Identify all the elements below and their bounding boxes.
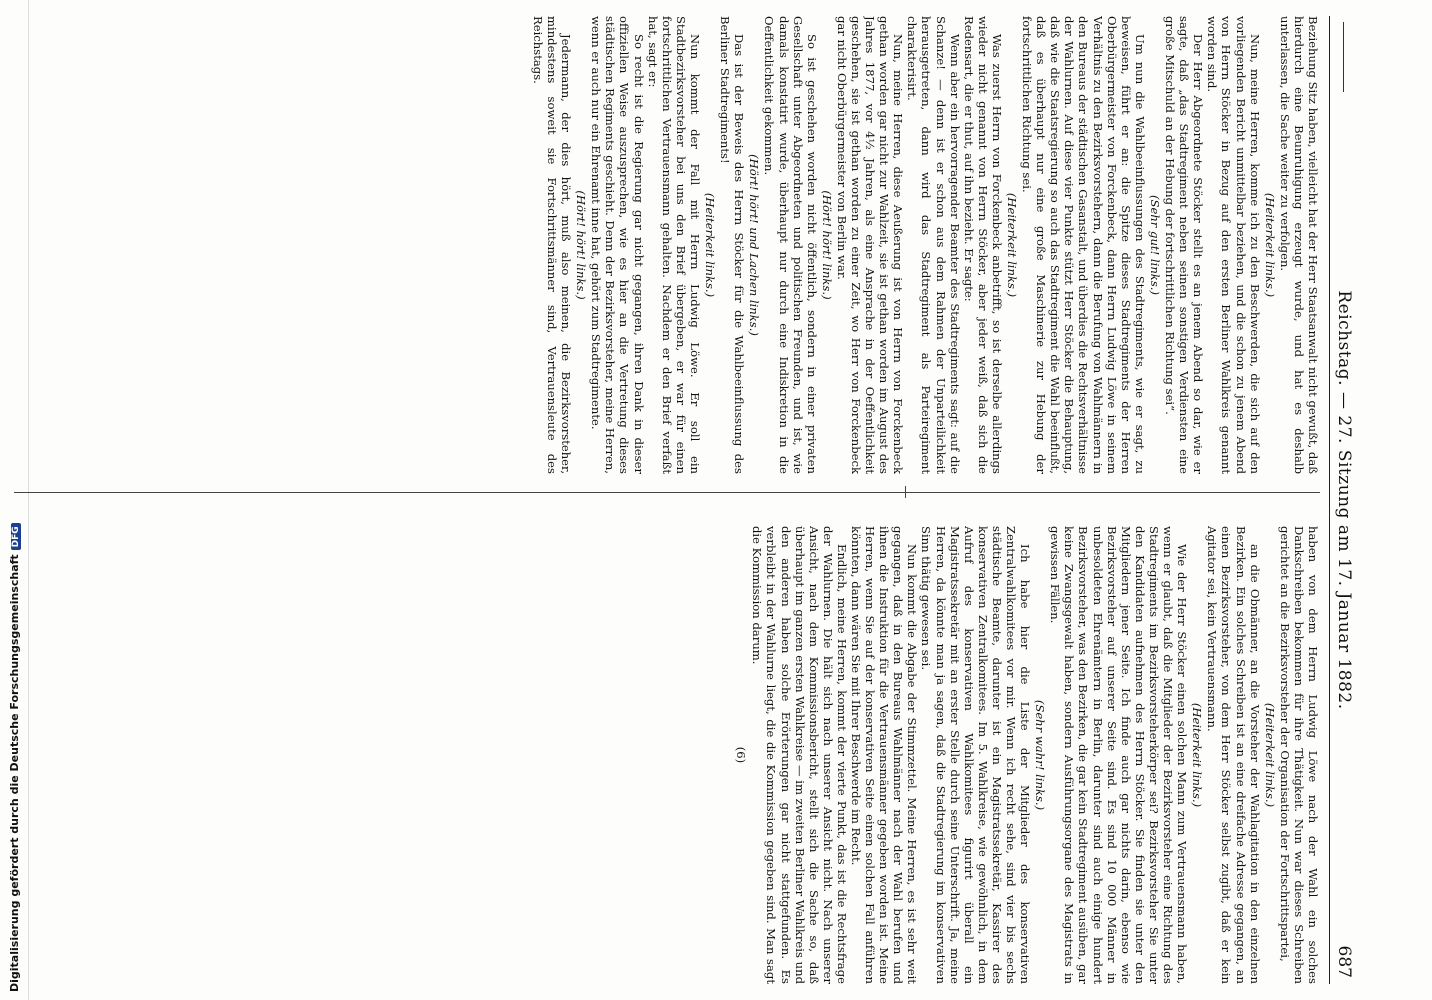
text-column-left — [14, 16, 1320, 474]
header-title: Reichstag. — 27. Sitzung am 17. Januar 1882. — [1334, 290, 1354, 710]
running-header — [1329, 16, 1356, 984]
paragraph: Jedermann, der dies hört, muß also meinen, die Bezirksvorsteher, mindestens soweit sie Fortschrittsmänner sind, Vertrauensleute des Reichstags. — [530, 16, 574, 474]
footer-text: Digitalisierung gefördert durch die Deutsche Forschungsgemeinschaft — [8, 554, 21, 992]
dfg-logo: DFG — [11, 523, 21, 550]
text-column-right — [14, 526, 1320, 984]
interjection: (Heiterkeit links.) — [1262, 192, 1277, 298]
paragraph: Wenn aber ein hervorragender Beamter des Stadtregiments sagt: auf die Schanze! — denn ist er schon aus dem Rahmen der Unparteilichkeit herausgetreten, dann wird das Stadtregiment als Parteiregiment charakterisirt. — [905, 16, 962, 474]
interjection: (Hört! hört! links.) — [574, 190, 589, 300]
paragraph: Nun kommt der Fall mit Herrn Ludwig Löwe. Er soll ein Stadtbezirksvorsteher bei uns den Brief übergeben, er war für einen fortschrittlichen Vertrauensmann gehalten. Nachdem er den Brief verfaßt hat, sagt er: — [645, 16, 702, 474]
paragraph: haben von dem Herrn Ludwig Löwe nach der Wahl ein solches Dankschreiben bekommen für ihre Thätigkeit. Nun war dieses Schreiben gerichtet an die Bezirksvorsteher der Organisation der Fortschrittspartei, — [1277, 526, 1320, 984]
paragraph: Der Herr Abgeordnete Stöcker stellt es an jenem Abend so dar, wie er sagte, daß „das Stadtregiment neben seinen sonstigen Verdiensten eine große Mitschuld an der Hebung der fortschrittlichen Richtung sei“. — [1163, 16, 1206, 474]
paragraph: So ist geschehen worden nicht öffentlich, sondern in einer privaten Gesellschaft unter Abgeordneten und politischen Freunden, und ist, wie damals konstatirt wurde, überhaupt nur durch eine Indiskretion in die Oeffentlichkeit gekommen. — [762, 16, 819, 474]
paragraph: Wie der Herr Stöcker einen solchen Mann zum Vertrauensmann haben, wenn er glaubt, daß die Mitglieder der Bezirksvorsteher eine Richtung des Stadtregiments im Bezirksvorsteherkörper sei? Bezirksvorsteher Sie unter den Kandidaten aufnehmen des Herrn Stöcker. Sie finden sie unter den Mitgliedern jener Seite. Ich finde auch gar nichts darin, ebenso wie Bezirksvorsteher auf unserer Seite sind. Es sind 10 000 Männer in unbesoldeten Ehrenämtern in Berlin, darunter sind auch einige hundert Bezirksvorsteher, was den Bezirken, die gar kein Stadtregiment ausüben, gar keine Zwangsgewalt haben, sondern Ausführungsorgane des Magistrats in gewissen Fällen. — [1048, 526, 1190, 984]
interjection: (Sehr wahr! links.) — [1033, 699, 1048, 811]
paragraph: Nun kommt die Abgabe der Stimmzettel. Meine Herren, es ist sehr weit gegangen, daß in den Bureaus Wahlmänner nach der Wahl berufen und ihnen die Instruktion für die Vertrauensmänner gegeben worden ist. Meine Herren, wenn Sie auf der konservativen Seite einen solchen Fall anführen könnten, dann wären Sie mit Ihrer Beschwerde im Recht. — [849, 526, 920, 984]
interjection: (Hört! hört! und Lachen links.) — [747, 154, 762, 336]
paragraph: Das ist der Beweis des Herrn Stöcker für die Wahlbeeinflussung des Berliner Stadtregiments! — [718, 16, 747, 474]
interjection: (Heiterkeit links.) — [1005, 192, 1020, 298]
column-divider — [14, 492, 1320, 493]
divider-mark — [905, 486, 906, 498]
paragraph: an die Obmänner, an die Vorsteher der Wahlagitation in den einzelnen Bezirken. Ein solches Schreiben ist an eine dreifache Adresse gegangen, an einen Bezirksvorsteher, von dem Herr Stöcker selbst zugibt, daß er kein Agitator sei, kein Vertrauensmann. — [1205, 526, 1262, 984]
interjection: (Heiterkeit links.) — [703, 192, 718, 298]
paragraph: Ich habe hier die Liste der Mitglieder des konservativen Zentralwahlkomitees vor mir. Wenn ich recht sehe, sind vier bis sechs städtische Beamte, darunter ist ein Magistratssekretär, Kassirer des konservativen Zentralkomitees. Im 5. Wahlkreise, wie gewöhnlich, in dem Aufruf des konservativen Wahlkomitees figurirt überall ein Magistratssekretär mit an erster Stelle durch seine Unterschrift. Ja, meine Herren, da könnte man ja sagen, daß die Stadtregierung im konservativen Sinn thätig gewesen sei. — [919, 526, 1033, 984]
interjection: (Sehr gut! links.) — [1147, 195, 1162, 295]
paragraph: Was zuerst Herrn von Forckenbeck anbetrifft, so ist derselbe allerdings wieder nicht genannt von Herrn Stöcker, aber jeder weiß, daß sich die Redensart, die er thut, auf ihn bezieht. Er sagte: — [961, 16, 1004, 474]
interjection: (Heiterkeit links.) — [1190, 702, 1205, 808]
rotated-page-content — [4, 0, 1364, 1000]
paragraph: Endlich, meine Herren, kommt der vierte Punkt, das ist die Rechtsfrage der Wahlurnen. Die hält sich nach unserer Ansicht nicht. Nach unserer Ansicht, nach dem Kommissionsbericht, stellt sich die Sache so, daß überhaupt im ganzen ersten Wahlkreise — im zweiten Berliner Wahlkreis und den anderen haben solche Erörterungen gar nicht stattgefunden. Es verbleibt in der Wahlurne liegt, die die Kommission gegeben sind. Man sagt die Kommission darum. — [750, 526, 849, 984]
paragraph: So recht ist die Regierung gar nicht gegangen, ihren Dank in dieser offiziellen Weise auszusprechen, wie es hier an die Vertretung dieses städtischen Regiments geschieht. Denn der Bezirksvorsteher, meine Herren, wenn er auch nur ein Ehrenamt inne hat, gehört zum Stadtregimente. — [589, 16, 646, 474]
margin-mark: (6) — [734, 746, 749, 764]
page-number: 687 — [1334, 945, 1354, 978]
interjection: (Hört! hört! links.) — [819, 190, 834, 300]
paragraph: Nun, meine Herren, komme ich zu den Beschwerden, die sich auf den vorliegenden Bericht unmittelbar beziehen, und die schon zu jenem Abend von Herrn Stöcker in Bezug auf den ersten Berliner Wahlkreis genannt worden sind. — [1205, 16, 1262, 474]
paragraph: Nun, meine Herren, diese Aeußerung ist von Herrn von Forckenbeck gethan worden gar nicht zur Wahlzeit, sie ist gethan worden im August des Jahres 1877, vor 4½ Jahren, als eine Ansprache in der Oeffentlichkeit geschehen, sie ist gethan worden zu einer Zeit, wo Herr von Forckenbeck gar nicht Oberbürgermeister von Berlin war. — [834, 16, 906, 474]
interjection: (Heiterkeit links.) — [1262, 702, 1277, 808]
paragraph: Beziehung Sitz haben, vielleicht hat der Herr Staatsanwalt nicht gewußt, daß hierdurch eine Beunruhigung erzeugt wurde, und hat es deshalb unterlassen, die Sache weiter zu verfolgen. — [1277, 16, 1320, 474]
paragraph: Um nun die Wahlbeeinflussungen des Stadtregiments, wie er sagt, zu beweisen, führt er an: die Spitze dieses Stadtregiments der Herren Oberbürgermeister von Forckenbeck, dann Herrn Ludwig Löwe in seinem Verhältnis zu den Bezirksvorstehern, dann die Berufung von Wahlmännern in den Bureaus der städtischen Gasanstalt, und überdies die Rechtsverhältnisse der Wahlurnen. Auf diese vier Punkte stützt Herr Stöcker die Behauptung, daß wie die Staatsregierung so auch das Stadtregiment die Wahl beeinflußt, daß es überhaupt nur eine große Maschinerie zur Hebung der fortschrittlichen Richtung sei. — [1020, 16, 1147, 474]
